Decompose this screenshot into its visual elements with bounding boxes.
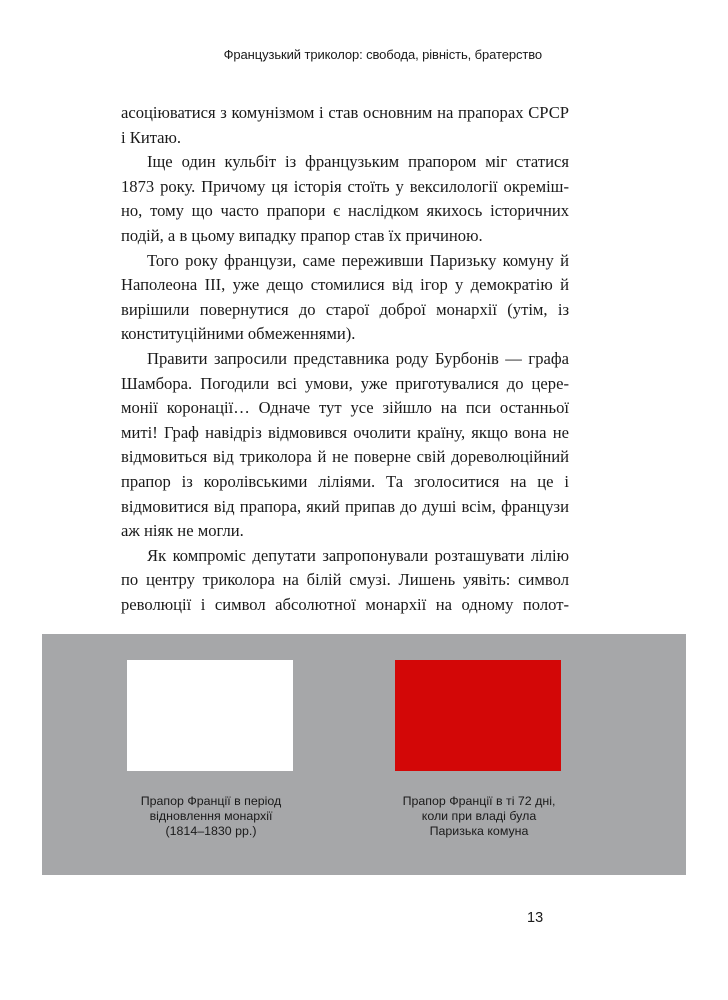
red-flag-caption [374,794,584,840]
caption-line: (1814–1830 рр.) [165,824,257,839]
figure-panel [42,634,686,875]
body-text [121,101,569,617]
caption-line: відновлення монархії [149,809,273,824]
running-header: Французький триколор: свобода, рівність, братерство [223,47,542,62]
paragraph: Іще один кульбіт із французьким прапором міг статися 1873 року. Причому ця історія стоїть у вексилології окремішно, тому що часто прапори є наслідком якихось історичних подій, а в цьому випадку прапор став їх причиною. [121,152,569,245]
paragraph: Того року французи, саме переживши Паризьку комуну й Наполеона III, уже дещо стомилися від ігор у демократію й вирішили повернутися до старої доброї монархії (утім, із конституційними обмеженнями). [121,250,569,344]
paragraph: Правити запросили представника роду Бурбонів — графа Шамбора. Погодили всі умови, уже приготувалися до церемонії коронації… Одначе тут усе зійшло на пси останньої миті! Граф навідріз відмовився очолити країну, якщо вона не відмовиться від триколора й не поверне свій дореволюційний прапор із королівськими ліліями. Та зголоситися на це і відмовитися від прапора, який припав до душі всім, французи аж ніяк не могли. [121,348,569,541]
white-flag-image [127,660,293,771]
caption-line: Прапор Франції в період [140,794,282,808]
white-flag-caption [106,794,316,840]
caption-line: коли при владі була [421,809,537,824]
paragraph: Як компроміс депутати запропонували розташувати лілію по центру триколора на білій смузі. Лишень уявіть: символ революції і символ абсолютної монархії на одному полот- [121,545,569,614]
caption-line: Прапор Франції в ті 72 дні, [402,794,556,808]
page-number: 13 [527,910,544,926]
caption-line: Паризька комуна [429,824,529,839]
paragraph: асоціюватися з комунізмом і став основним на прапорах СРСР і Китаю. [121,103,569,147]
red-flag-image [395,660,561,771]
